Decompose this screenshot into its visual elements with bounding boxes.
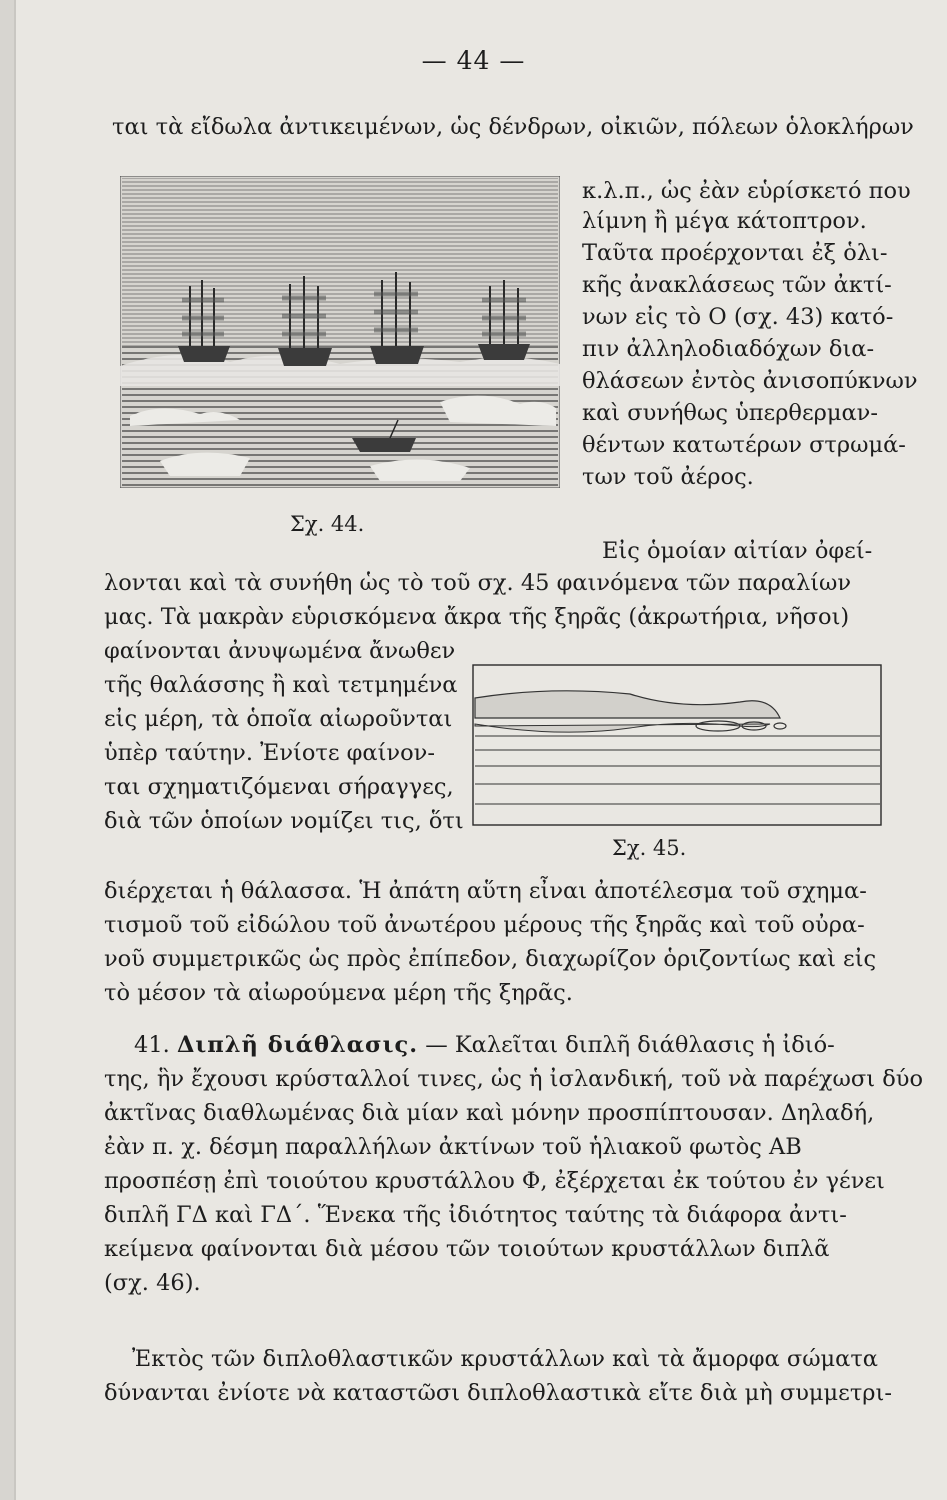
- page-edge: [0, 0, 14, 1500]
- figure-44-illustration: [120, 176, 560, 488]
- text-line: ται σχηματιζόμεναι σήραγγες,: [104, 774, 454, 800]
- text-line: νοῦ συμμετρικῶς ὡς πρὸς ἐπίπεδον, διαχωρίζον ὁριζοντίως καὶ εἰς: [104, 946, 877, 972]
- figure-45-diagram: [470, 662, 884, 828]
- text-line: διέρχεται ἡ θάλασσα. Ἡ ἀπάτη αὕτη εἶναι ἀποτέλεσμα τοῦ σχημα-: [104, 878, 867, 904]
- section-heading-line: [134, 1030, 835, 1060]
- figure-45-caption: Σχ. 45.: [612, 836, 687, 860]
- text-line: πιν ἀλληλοδιαδόχων δια-: [582, 336, 875, 362]
- text-line: μας. Τὰ μακρὰν εὑρισκόμενα ἄκρα τῆς ξηρᾶς (ἀκρωτήρια, νῆσοι): [104, 604, 850, 630]
- text-line: διὰ τῶν ὁποίων νομίζει τις, ὅτι: [104, 808, 464, 834]
- text-line: εἰς μέρη, τὰ ὁποῖα αἰωροῦνται: [104, 706, 453, 732]
- text-line: λίμνη ἢ μέγα κάτοπτρον.: [582, 208, 867, 234]
- text-line: καὶ συνήθως ὑπερθερμαν-: [582, 400, 878, 426]
- page-number: — 44 —: [421, 46, 526, 75]
- text-line: διπλῆ ΓΔ καὶ ΓΔ΄. Ἕνεκα τῆς ἰδιότητος ταύτης τὰ διάφορα ἀντι-: [104, 1202, 847, 1228]
- text-line: τισμοῦ τοῦ εἰδώλου τοῦ ἀνωτέρου μέρους τῆς ξηρᾶς καὶ τοῦ οὐρα-: [104, 912, 865, 938]
- text-line: κῆς ἀνακλάσεως τῶν ἀκτί-: [582, 272, 892, 298]
- text-line: των τοῦ ἀέρος.: [582, 464, 754, 490]
- text-line: (σχ. 46).: [104, 1270, 201, 1296]
- text-line: ἀκτῖνας διαθλωμένας διὰ μίαν καὶ μόνην προσπίπτουσαν. Δηλαδή,: [104, 1100, 875, 1126]
- text-line: κείμενα φαίνονται διὰ μέσου τῶν τοιούτων κρυστάλλων διπλᾶ: [104, 1236, 830, 1262]
- text-line: φαίνονται ἀνυψωμένα ἄνωθεν: [104, 638, 456, 664]
- text-line: τὸ μέσον τὰ αἰωρούμενα μέρη τῆς ξηρᾶς.: [104, 980, 573, 1006]
- text-line: θλάσεων ἐντὸς ἀνισοπύκνων: [582, 368, 918, 394]
- section-number: 41.: [134, 1032, 170, 1058]
- section-title: Διπλῆ διάθλασις.: [176, 1032, 419, 1058]
- figure-44-caption: Σχ. 44.: [290, 512, 365, 536]
- text-line: δύνανται ἐνίοτε νὰ καταστῶσι διπλοθλαστικὰ εἴτε διὰ μὴ συμμετρι-: [104, 1380, 892, 1406]
- text-line: ἐὰν π. χ. δέσμη παραλλήλων ἀκτίνων τοῦ ἡλιακοῦ φωτὸς ΑΒ: [104, 1134, 802, 1160]
- text-line: θέντων κατωτέρων στρωμά-: [582, 432, 906, 458]
- text-line: λονται καὶ τὰ συνήθη ὡς τὸ τοῦ σχ. 45 φαινόμενα τῶν παραλίων: [104, 570, 852, 596]
- text-line: Εἰς ὁμοίαν αἰτίαν ὀφεί-: [602, 538, 873, 564]
- text-line: της, ἣν ἔχουσι κρύσταλλοί τινες, ὡς ἡ ἰσλανδική, τοῦ νὰ παρέχωσι δύο: [104, 1066, 923, 1092]
- text-line: κ.λ.π., ὡς ἐὰν εὑρίσκετό που: [582, 178, 911, 204]
- text-line: Ἐκτὸς τῶν διπλοθλαστικῶν κρυστάλλων καὶ τὰ ἄμορφα σώματα: [132, 1346, 879, 1372]
- text-line: ὑπὲρ ταύτην. Ἐνίοτε φαίνον-: [104, 740, 435, 766]
- text-line: τῆς θαλάσσης ἢ καὶ τετμημένα: [104, 672, 458, 698]
- page-fold: [14, 0, 16, 1500]
- text-line: ται τὰ εἴδωλα ἀντικειμένων, ὡς δένδρων, οἰκιῶν, πόλεων ὁλοκλήρων: [112, 114, 914, 140]
- text-line: Ταῦτα προέρχονται ἐξ ὁλι-: [582, 240, 888, 266]
- text-line: νων εἰς τὸ Ο (σχ. 43) κατό-: [582, 304, 894, 330]
- text-line: προσπέσῃ ἐπὶ τοιούτου κρυστάλλου Φ, ἐξέρχεται ἐκ τούτου ἐν γένει: [104, 1168, 885, 1194]
- section-first-line: — Καλεῖται διπλῆ διάθλασις ἡ ἰδιό-: [425, 1032, 835, 1058]
